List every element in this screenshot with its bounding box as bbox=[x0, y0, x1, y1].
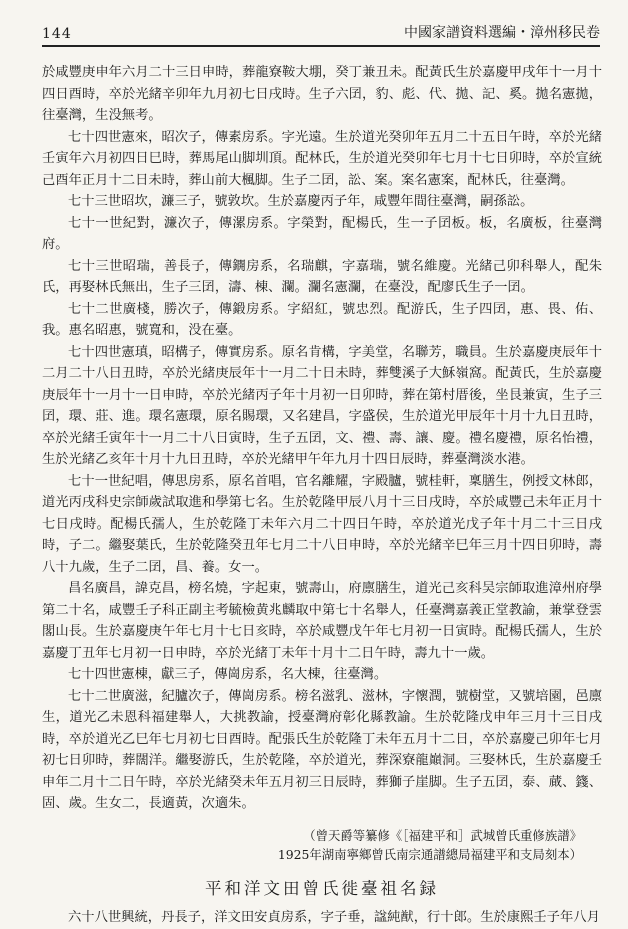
genealogy-entries bbox=[42, 62, 602, 815]
source-citation bbox=[42, 826, 602, 864]
paragraph: 七十四世憲來，昭次子，傳素房系。字光遠。生於道光癸卯年五月二十五日午時，卒於光緒壬寅年六月初四日巳時，葬馬尾山脚圳頂。配林氏，生於道光癸卯年七月十七日卯時，卒於宣統己酉年正月十二日未時，葬山前大楓脚。生子二囝，訟、案。案名憲案，配林氏，往臺灣。 bbox=[42, 129, 602, 188]
paragraph: 七十三世昭坎，濂三子，號敦坎。生於嘉慶丙子年，咸豐年間往臺灣，嗣孫訟。 bbox=[68, 194, 534, 209]
paragraph: 七十二世廣滋，紀臚次子，傳崗房系。榜名滋乳、滋林，字懷潤，號樹堂，又號培園，邑廪生，道光乙未恩科福建舉人，大挑教諭，授臺灣府彰化縣教諭。生於乾隆戊申年三月十三日戌時，卒於道光乙巳年七月初七日酉時。配張氏生於乾隆丁未年五月十二日，卒於嘉慶己卯年七月初七日卯時，葬闊洋。繼娶游氏，生於乾隆，卒於道光，葬深寮龍巔洞。三娶林氏，生於嘉慶壬申年二月十二日午時，卒於光緒癸未年五月初三日辰時，葬獅子崖脚。生子五囝，泰、蕆、籛、固、歲。生女二，長適黃，次適朱。 bbox=[42, 688, 602, 811]
page-body bbox=[42, 62, 602, 929]
paragraph: 昌名廣昌，諱克昌，榜名燒，字起東，號壽山，府廪膳生，道光己亥科吴宗師取進漳州府學第二十名，咸豐壬子科正副主考毓檢黄兆麟取中第七十名舉人，任臺灣嘉義正堂教諭，兼掌登雲閣山長。生於嘉慶庚午年七月十七日亥時，卒於咸豐戊午年七月初一日寅時。配楊氏孺人，生於嘉慶丁丑年七月初一日申時，卒於光緒丁未年十月十二日午時，壽九十一歲。 bbox=[42, 581, 602, 661]
paragraph: 七十二世廣棧，勝次子，傳鍛房系。字紹紅，號忠烈。配游氏，生子四囝，惠、畏、佑、我。惠名昭惠，號寬和，没在臺。 bbox=[42, 301, 602, 338]
paragraph: 七十四世憲瑱，昭構子，傳實房系。原名肯構，字美堂，名聯芳，職員。生於嘉慶庚辰年十二月二十八日丑時，卒於光緒庚辰年十一月二十日未時，葬雙溪子大穌嶺窩。配黃氏，生於嘉慶庚辰年十一月十一日申時，卒於光緒丙子年十月初一日卯時，葬在第村厝後，坐艮兼寅，生子三囝，環、莊、進。環名憲環，原名賜環，又名建昌，字盛侯，生於道光甲辰年十月十九日丑時，卒於光緒壬寅年十一月二十八日寅時，生子五囝，文、禮、壽、讓、慶。禮名慶禮，原名怡禮，生於光緒乙亥年十月十九日丑時，卒於光緒甲午年九月十四日辰時，葬臺灣淡水港。 bbox=[42, 344, 602, 467]
paragraph: 六十八世興統，丹長子，洋文田安貞房系，字子垂，諡純猷，行十郎。生於康熙壬子年八月 bbox=[68, 910, 600, 925]
citation-line-2: 1925年湖南寧鄉曾氏南宗通譜總局福建平和支局刻本） bbox=[277, 846, 582, 862]
section-entries bbox=[42, 907, 602, 929]
paragraph: 七十一世紀對，濂次子，傳漯房系。字榮對，配楊氏，生一子囝板。板，名廣板，往臺灣府。 bbox=[42, 215, 602, 252]
paragraph: 於咸豐庚申年六月二十三日申時，葬龍寮鞍大堋，癸丁兼丑未。配黃氏生於嘉慶甲戌年十一月十四日酉時，卒於光緒辛卯年九月初七日戌時。生子六囝，豹、彪、代、拋、記、奚。拋名憲拋，往臺灣，生没無考。 bbox=[42, 65, 602, 123]
paragraph: 七十三世昭瑞，善長子，傳鐦房系，名瑞麒，字嘉瑞，號名維慶。光緒己卯科舉人，配朱氏，再娶林氏無出，生子三囝，濤、棟、瀾。瀾名憲瀾，在臺没，配廖氏生子一囝。 bbox=[42, 258, 602, 295]
paragraph: 七十四世憲棟，獻三子，傳崗房系，名大棟，往臺灣。 bbox=[68, 667, 388, 682]
page-number: 144 bbox=[42, 26, 72, 42]
paragraph: 七十一世紀唱，傳思房系，原名首唱，官名離耀，字殿臚，號桂軒，稟膳生，例授文林郎，道光丙戌科史宗師歲試取進和學第七名。生於乾隆甲辰八月十三日戌時，卒於咸豐己未年正月十七日戌時。配楊氏孺人，生於乾隆丁未年六月二十四日午時，卒於道光戊子年十月二十三日戌時，子二。繼娶葉氏，生於乾隆癸丑年七月二十八日申時，卒於光緒辛巳年三月十四日卯時，壽八十九歲，生子二囝，昌、養。女一。 bbox=[42, 473, 602, 575]
page-header bbox=[42, 16, 600, 47]
running-head: 中國家譜資料選編・漳州移民卷 bbox=[404, 25, 600, 41]
section-title: 平和洋文田曾氏徙臺祖名録 bbox=[205, 878, 439, 898]
citation-line-1: （曾天爵等纂修《［福建平和］武城曾氏重修族譜》 bbox=[303, 827, 582, 843]
